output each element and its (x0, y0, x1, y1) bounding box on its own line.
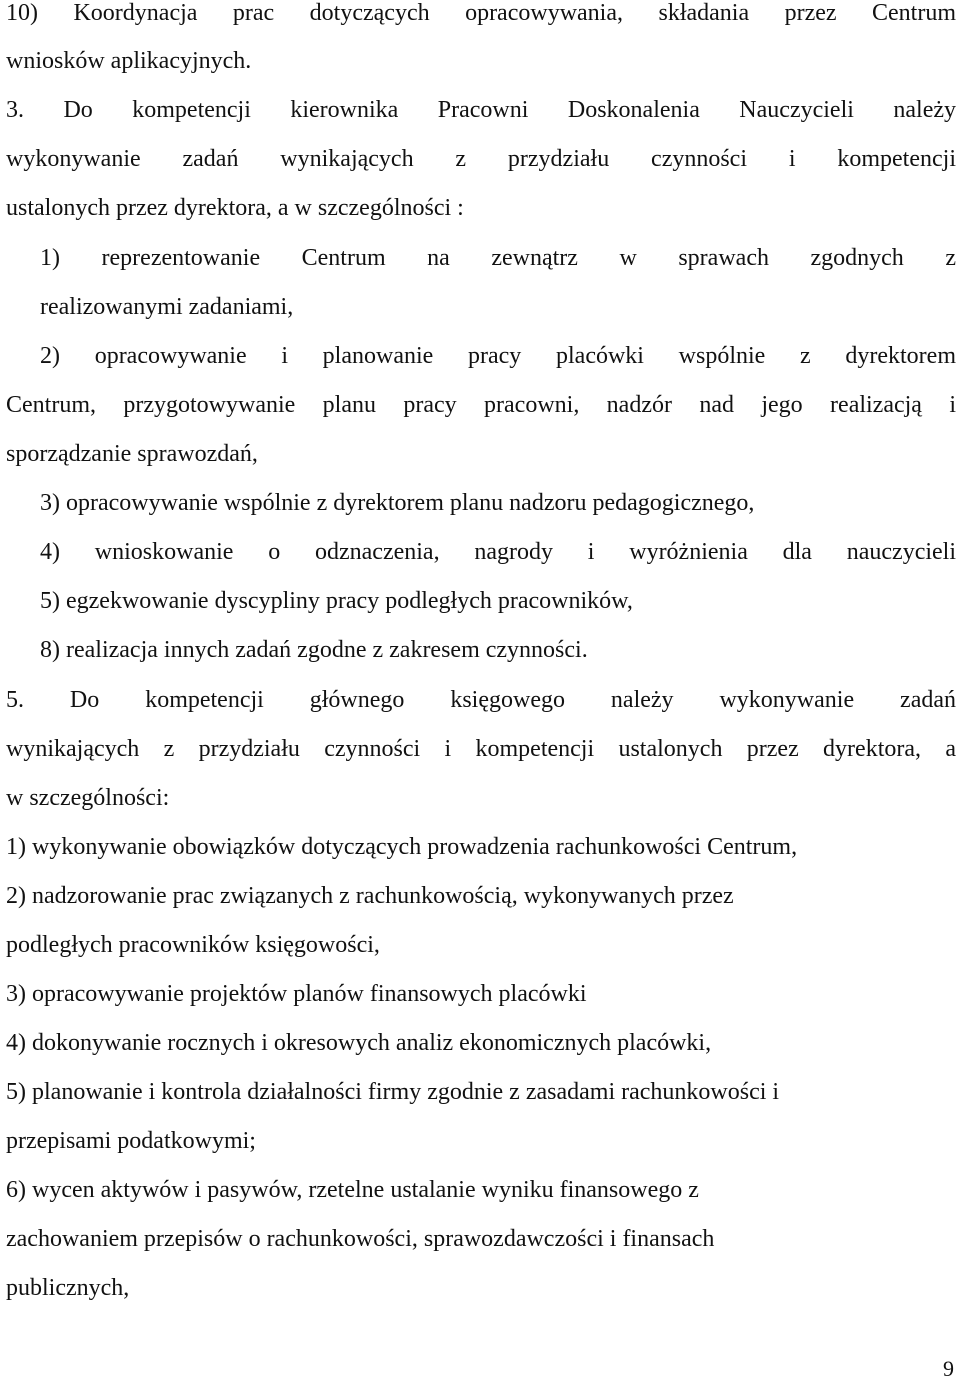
text-line: 6) wycen aktywów i pasywów, rzetelne ustalanie wyniku finansowego z (6, 1177, 699, 1203)
text-line: 5) egzekwowanie dyscypliny pracy podległych pracowników, (40, 588, 633, 614)
text-line: 5) planowanie i kontrola działalności firmy zgodnie z zasadami rachunkowości i (6, 1079, 780, 1105)
text-line: 2) nadzorowanie prac związanych z rachunkowością, wykonywanych przez (6, 883, 734, 909)
text-line: ustalonych przez dyrektora, a w szczególności : (6, 195, 464, 221)
text-line: 3) opracowywanie projektów planów finansowych placówki (6, 981, 587, 1007)
text-line: wynikających z przydziału czynności i kompetencji ustalonych przez dyrektora, a (6, 736, 956, 762)
text-line: 8) realizacja innych zadań zgodne z zakresem czynności. (40, 637, 588, 663)
text-line: 3) opracowywanie wspólnie z dyrektorem planu nadzoru pedagogicznego, (40, 490, 755, 516)
text-line: podległych pracowników księgowości, (6, 932, 380, 958)
text-line: 4) wnioskowanie o odznaczenia, nagrody i wyróżnienia dla nauczycieli (40, 539, 956, 565)
text-line: wykonywanie zadań wynikających z przydziału czynności i kompetencji (6, 146, 956, 172)
text-line: Centrum, przygotowywanie planu pracy pracowni, nadzór nad jego realizacją i (6, 392, 956, 418)
page-number: 9 (943, 1356, 954, 1381)
text-line: w szczególności: (6, 785, 170, 811)
text-line: 4) dokonywanie rocznych i okresowych analiz ekonomicznych placówki, (6, 1030, 712, 1056)
text-line: 1) wykonywanie obowiązków dotyczących prowadzenia rachunkowości Centrum, (6, 834, 798, 860)
text-line: przepisami podatkowymi; (6, 1128, 256, 1154)
text-line: publicznych, (6, 1275, 130, 1301)
text-line: realizowanymi zadaniami, (40, 294, 294, 320)
text-line: 1) reprezentowanie Centrum na zewnątrz w sprawach zgodnych z (40, 245, 956, 271)
text-line: wniosków aplikacyjnych. (6, 48, 252, 74)
text-line: 3. Do kompetencji kierownika Pracowni Doskonalenia Nauczycieli należy (6, 97, 956, 123)
text-line: zachowaniem przepisów o rachunkowości, sprawozdawczości i finansach (6, 1226, 715, 1252)
text-line: sporządzanie sprawozdań, (6, 441, 258, 467)
text-line: 10) Koordynacja prac dotyczących opracowywania, składania przez Centrum (6, 0, 956, 26)
text-line: 5. Do kompetencji głównego księgowego należy wykonywanie zadań (6, 687, 956, 713)
text-line: 2) opracowywanie i planowanie pracy placówki wspólnie z dyrektorem (40, 343, 956, 369)
